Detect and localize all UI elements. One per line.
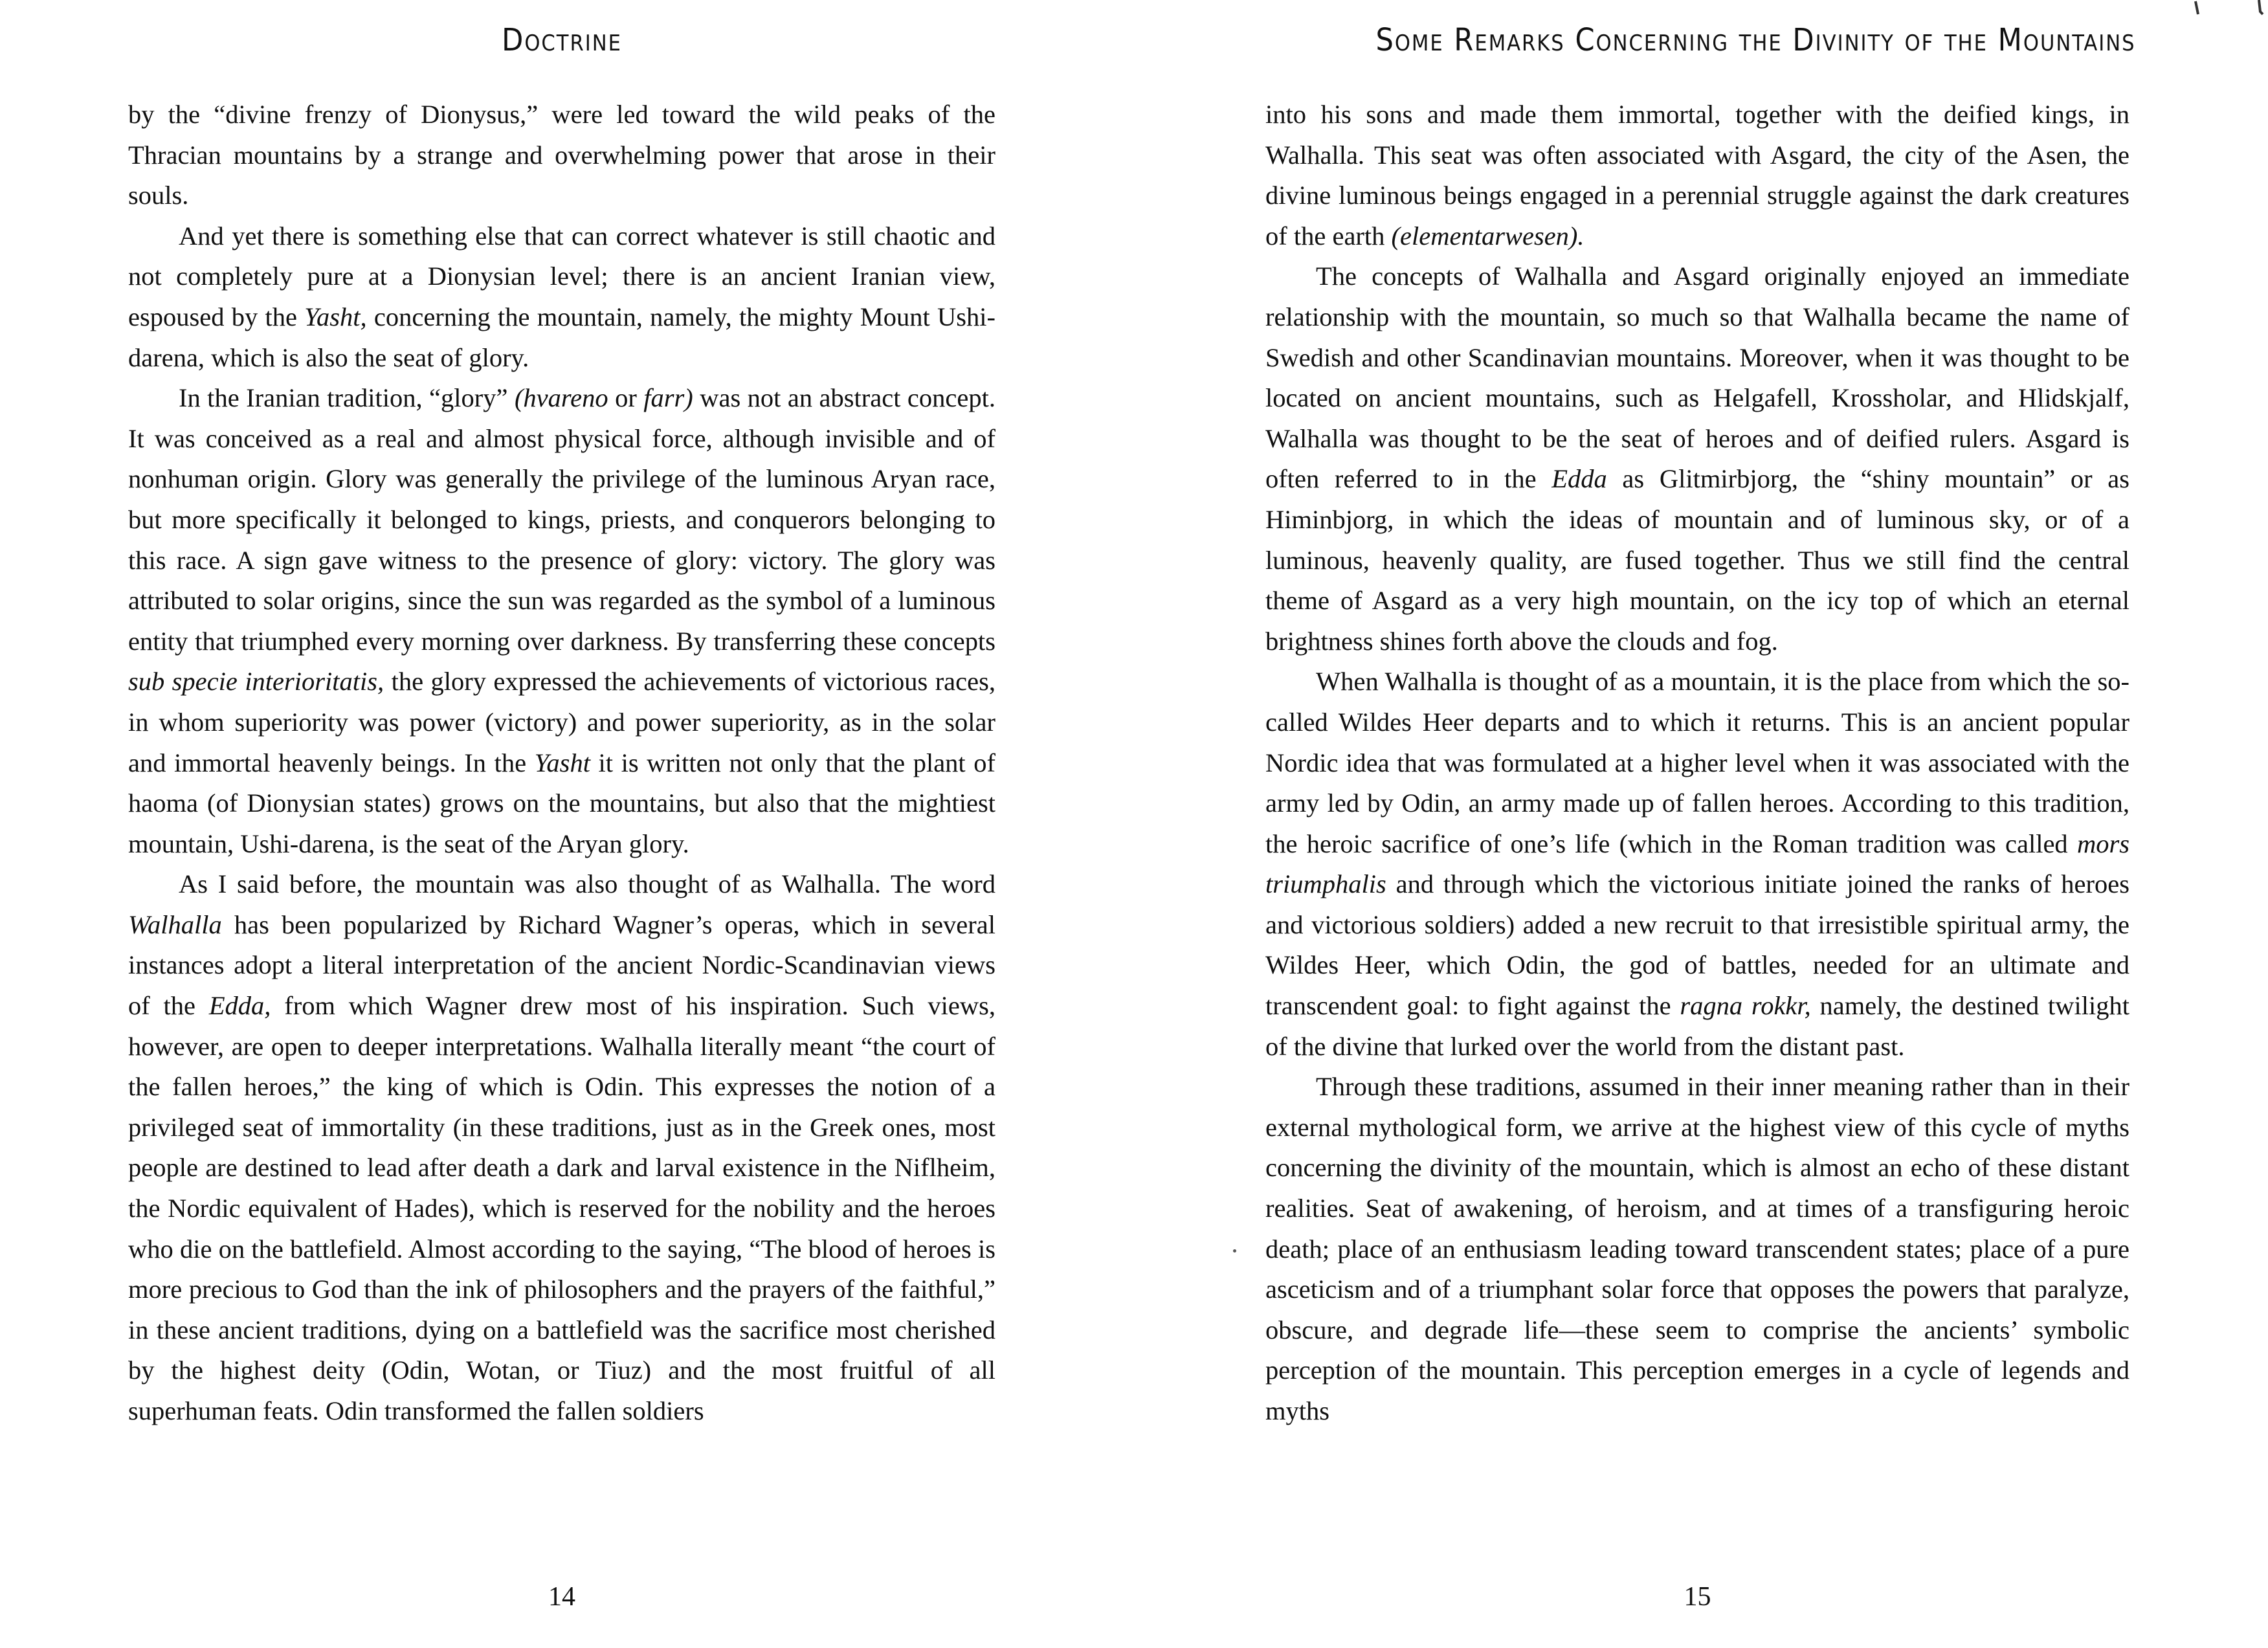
text-run: by the “divine frenzy of Dionysus,” were led toward the wild peaks of the Thracian mountains by a strange and overwhelming power that arose in their souls. [128,100,995,210]
italic-run: Walhalla [128,909,222,939]
italic-run: sub specie interioritatis, [128,667,384,696]
scan-speck [1233,1249,1236,1253]
text-run: Through these traditions, assumed in their inner meaning rather than in their external mythological form, we arrive at the highest view of this cycle of myths concerning the divinity of the mountain, which is almost an echo of these distant realities. Seat of awakening, of heroism, and at times of a transfiguring heroic death; place of an enthusiasm leading toward transcendent states; place of a pure asceticism and of a triumphant solar force that opposes the powers that paralyze, obscure, and degrade life—these seem to comprise the ancients’ symbolic perception of the mountain. This perception emerges in a cycle of legends and myths [1265,1072,2129,1425]
scan-edge-mark [2190,0,2268,26]
text-run: or [608,383,644,413]
text-run: In the Iranian tradition, “glory” [179,383,515,413]
text-run: as Glitmirbjorg, the “shiny mountain” or as Himinbjorg, in which the ideas of mountain and of luminous sky, or of a luminous, heavenly quality, are fused together. Thus we still find the central theme of Asgard as a very high mountain, on the icy top of which an eternal brightness shines forth above the clouds and fog. [1265,464,2130,656]
paragraph [1265,256,2129,662]
right-body-text [1265,95,2129,1432]
italic-run: (elementarwesen). [1391,221,1584,251]
page-number-left: 14 [548,1582,575,1612]
text-run: As I said before, the mountain was also thought of as Walhalla. The word [179,869,995,899]
text-run: concerning the mountain, namely, the mighty Mount Ushi-darena, which is also the seat of glory. [128,302,995,372]
running-head-left: Doctrine [502,22,622,58]
text-run: namely, the destined twilight of the divine that lurked over the world from the distant past. [1265,991,2130,1061]
text-run: the glory expressed the achievements of victorious races, in whom superiority was power (victory) and power superiority, as in the solar and immortal heavenly beings. In the [128,667,995,777]
italic-run: Edda [1551,464,1607,494]
paragraph [128,864,995,1431]
italic-run: ragna rokkr, [1680,991,1811,1021]
italic-run: Yasht [534,748,590,777]
text-run: from which Wagner drew most of his inspiration. Such views, however, are open to deeper interpretations. Walhalla literally meant “the court of the fallen heroes,” the king of which is Odin. This expresses the notion of a privileged seat of immortality (in these traditions, just as in the Greek ones, most people are destined to lead after death a dark and larval existence in the Niflheim, the Nordic equivalent of Hades), which is reserved for the nobility and the heroes who die on the battlefield. Almost according to the saying, “The blood of heroes is more precious to God than the ink of philosophers and the prayers of the faithful,” in these ancient traditions, dying on a battlefield was the sacrifice most cherished by the highest deity (Odin, Wotan, or Tiuz) and the most fruitful of all superhuman feats. Odin transformed the fallen soldiers [128,991,995,1425]
text-run: The concepts of Walhalla and Asgard originally enjoyed an immediate relationship with the mountain, so much so that Walhalla became the name of Swedish and other Scandinavian mountains. Moreover, when it was thought to be located on ancient mountains, such as Helgafell, Krossholar, and Hlidskjalf, Walhalla was thought to be the seat of heroes and of deified rulers. Asgard is often referred to in the [1265,262,2129,494]
text-run: it is written not only that the plant of haoma (of Dionysian states) grows on the mountains, but also that the mightiest mountain, Ushi-darena, is the seat of the Aryan glory. [128,748,995,858]
paragraph [1265,1067,2129,1431]
text-run: and through which the victorious initiate joined the ranks of heroes and victorious soldiers) added a new recruit to that irresistible spiritual army, the Wildes Heer, which Odin, the god of battles, needed for an ultimate and transcendent goal: to fight against the [1265,869,2129,1021]
paragraph [128,378,995,864]
text-run: was not an abstract concept. It was conceived as a real and almost physical force, although invisible and of nonhuman origin. Glory was generally the privilege of the luminous Aryan race, but more specifically it belonged to kings, priests, and conquerors belonging to this race. A sign gave witness to the presence of glory: victory. The glory was attributed to solar origins, since the sun was regarded as the symbol of a luminous entity that triumphed every morning over darkness. By transferring these concepts [128,383,995,656]
text-run: into his sons and made them immortal, together with the deified kings, in Walhalla. This seat was often associated with Asgard, the city of the Asen, the divine luminous beings engaged in a perennial struggle against the dark creatures of the earth [1265,100,2129,251]
left-page [128,0,995,1648]
italic-run: Edda, [208,991,271,1021]
text-run: When Walhalla is thought of as a mountain, it is the place from which the so-called Wildes Heer departs and to which it returns. This is an ancient popular Nordic idea that was formulated at a higher level when it was associated with the army led by Odin, an army made up of fallen heroes. According to this tradition, the heroic sacrifice of one’s life (which in the Roman tradition was called [1265,667,2129,858]
text-run: has been popularized by Richard Wagner’s operas, which in several instances adopt a literal interpretation of the ancient Nordic-Scandinavian views of the [128,909,995,1021]
italic-run: Yasht, [304,302,367,331]
paragraph [1265,95,2129,256]
right-page [1265,0,2136,1648]
paragraph [1265,662,2129,1067]
italic-run: mors triumphalis [1265,829,2129,899]
page-number-right: 15 [1684,1582,1711,1612]
paragraph [128,216,995,378]
italic-run: (hvareno [514,383,608,413]
left-body-text [128,95,995,1432]
text-run: And yet there is something else that can correct whatever is still chaotic and not completely pure at a Dionysian level; there is an ancient Iranian view, espoused by the [128,221,995,331]
paragraph [128,95,995,216]
italic-run: farr) [643,383,693,413]
running-head-right: Some Remarks Concerning the Divinity of the Mountains [1375,22,2136,58]
